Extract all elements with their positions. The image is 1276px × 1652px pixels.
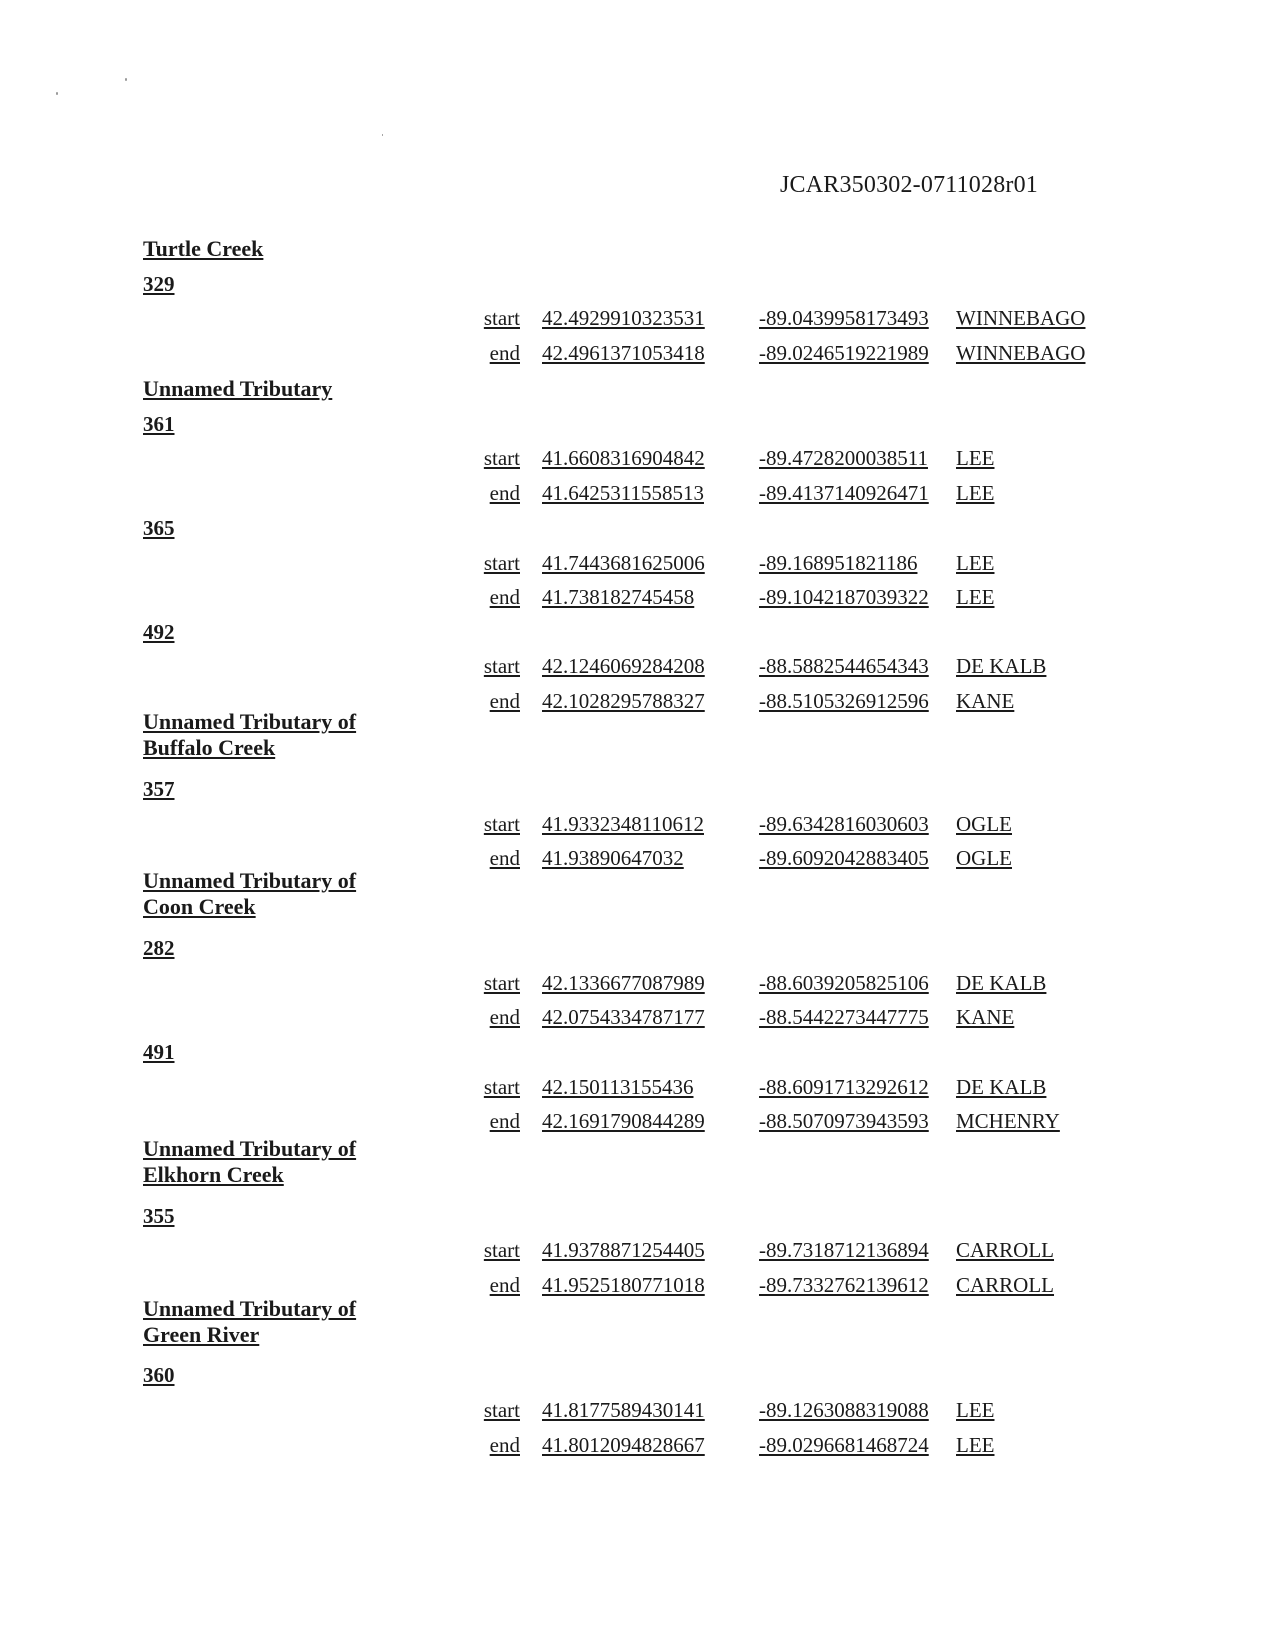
latitude-value: 41.9378871254405 xyxy=(542,1238,705,1262)
coordinate-row xyxy=(0,1109,1276,1135)
county-name: CARROLL xyxy=(956,1273,1055,1297)
county-name: LEE xyxy=(956,585,995,609)
latitude-value: 42.1691790844289 xyxy=(542,1109,705,1133)
latitude-value: 41.6608316904842 xyxy=(542,446,705,470)
coordinate-row xyxy=(0,1075,1276,1101)
latitude-value: 42.4929910323531 xyxy=(542,306,705,330)
waterbody-name: Unnamed Tributary of Elkhorn Creek xyxy=(143,1136,357,1187)
coordinate-row xyxy=(0,1238,1276,1264)
latitude-value: 41.8012094828667 xyxy=(542,1433,705,1457)
segment-id: 361 xyxy=(143,412,175,436)
point-label: end xyxy=(489,585,520,609)
coordinate-row xyxy=(0,654,1276,680)
waterbody-name: Unnamed Tributary xyxy=(143,376,333,401)
latitude-value: 42.4961371053418 xyxy=(542,341,705,365)
longitude-value: -88.5105326912596 xyxy=(759,689,929,713)
point-label: start xyxy=(483,1075,520,1099)
county-name: KANE xyxy=(956,1005,1015,1029)
point-label: start xyxy=(483,1398,520,1422)
latitude-value: 41.9525180771018 xyxy=(542,1273,705,1297)
point-label: end xyxy=(489,689,520,713)
point-label: start xyxy=(483,551,520,575)
latitude-value: 42.0754334787177 xyxy=(542,1005,705,1029)
latitude-value: 41.6425311558513 xyxy=(542,481,704,505)
longitude-value: -88.6039205825106 xyxy=(759,971,929,995)
point-label: end xyxy=(489,1005,520,1029)
waterbody-name: Turtle Creek xyxy=(143,236,264,261)
longitude-value: -89.0439958173493 xyxy=(759,306,929,330)
longitude-value: -89.1263088319088 xyxy=(759,1398,929,1422)
latitude-value: 41.9332348110612 xyxy=(542,812,704,836)
county-name: OGLE xyxy=(956,846,1012,870)
scan-speck xyxy=(125,78,127,81)
point-label: start xyxy=(483,1238,520,1262)
segment-id: 491 xyxy=(143,1040,175,1064)
county-name: OGLE xyxy=(956,812,1012,836)
point-label: start xyxy=(483,654,520,678)
longitude-value: -89.168951821186 xyxy=(759,551,918,575)
point-label: start xyxy=(483,306,520,330)
longitude-value: -88.6091713292612 xyxy=(759,1075,929,1099)
point-label: end xyxy=(489,481,520,505)
longitude-value: -89.7318712136894 xyxy=(759,1238,929,1262)
waterbody-name: Unnamed Tributary of Coon Creek xyxy=(143,868,357,919)
county-name: DE KALB xyxy=(956,654,1047,678)
point-label: end xyxy=(489,1109,520,1133)
segment-id: 329 xyxy=(143,272,175,296)
point-label: end xyxy=(489,1433,520,1457)
coordinate-row xyxy=(0,1005,1276,1031)
segment-id: 282 xyxy=(143,936,175,960)
point-label: start xyxy=(483,812,520,836)
coordinate-row xyxy=(0,306,1276,332)
coordinate-row xyxy=(0,551,1276,577)
longitude-value: -89.7332762139612 xyxy=(759,1273,929,1297)
point-label: start xyxy=(483,971,520,995)
longitude-value: -89.1042187039322 xyxy=(759,585,929,609)
segment-id: 357 xyxy=(143,777,175,801)
county-name: LEE xyxy=(956,446,995,470)
point-label: end xyxy=(489,1273,520,1297)
longitude-value: -88.5070973943593 xyxy=(759,1109,929,1133)
longitude-value: -89.0246519221989 xyxy=(759,341,929,365)
longitude-value: -88.5882544654343 xyxy=(759,654,929,678)
latitude-value: 42.150113155436 xyxy=(542,1075,694,1099)
latitude-value: 41.93890647032 xyxy=(542,846,684,870)
latitude-value: 41.738182745458 xyxy=(542,585,695,609)
county-name: CARROLL xyxy=(956,1238,1055,1262)
county-name: LEE xyxy=(956,551,995,575)
coordinate-row xyxy=(0,481,1276,507)
point-label: end xyxy=(489,341,520,365)
segment-id: 492 xyxy=(143,620,175,644)
county-name: DE KALB xyxy=(956,1075,1047,1099)
scan-speck xyxy=(56,92,58,95)
longitude-value: -89.4728200038511 xyxy=(759,446,928,470)
longitude-value: -88.5442273447775 xyxy=(759,1005,929,1029)
waterbody-name: Unnamed Tributary of Buffalo Creek xyxy=(143,709,357,760)
county-name: DE KALB xyxy=(956,971,1047,995)
coordinate-row xyxy=(0,341,1276,367)
coordinate-row xyxy=(0,1433,1276,1459)
latitude-value: 41.7443681625006 xyxy=(542,551,705,575)
latitude-value: 42.1336677087989 xyxy=(542,971,705,995)
latitude-value: 41.8177589430141 xyxy=(542,1398,705,1422)
coordinate-row xyxy=(0,812,1276,838)
longitude-value: -89.6342816030603 xyxy=(759,812,929,836)
segment-id: 360 xyxy=(143,1363,175,1387)
waterbody-name: Unnamed Tributary of Green River xyxy=(143,1296,357,1347)
coordinate-row xyxy=(0,971,1276,997)
longitude-value: -89.4137140926471 xyxy=(759,481,929,505)
coordinate-row xyxy=(0,585,1276,611)
county-name: LEE xyxy=(956,481,995,505)
point-label: start xyxy=(483,446,520,470)
point-label: end xyxy=(489,846,520,870)
document-id: JCAR350302-0711028r01 xyxy=(780,172,1038,198)
longitude-value: -89.6092042883405 xyxy=(759,846,929,870)
segment-id: 365 xyxy=(143,516,175,540)
coordinate-row xyxy=(0,1398,1276,1424)
latitude-value: 42.1246069284208 xyxy=(542,654,705,678)
county-name: WINNEBAGO xyxy=(956,341,1086,365)
county-name: WINNEBAGO xyxy=(956,306,1086,330)
latitude-value: 42.1028295788327 xyxy=(542,689,705,713)
longitude-value: -89.0296681468724 xyxy=(759,1433,929,1457)
scan-speck xyxy=(382,134,383,136)
county-name: LEE xyxy=(956,1433,995,1457)
county-name: MCHENRY xyxy=(956,1109,1060,1133)
segment-id: 355 xyxy=(143,1204,175,1228)
county-name: KANE xyxy=(956,689,1015,713)
county-name: LEE xyxy=(956,1398,995,1422)
coordinate-row xyxy=(0,446,1276,472)
